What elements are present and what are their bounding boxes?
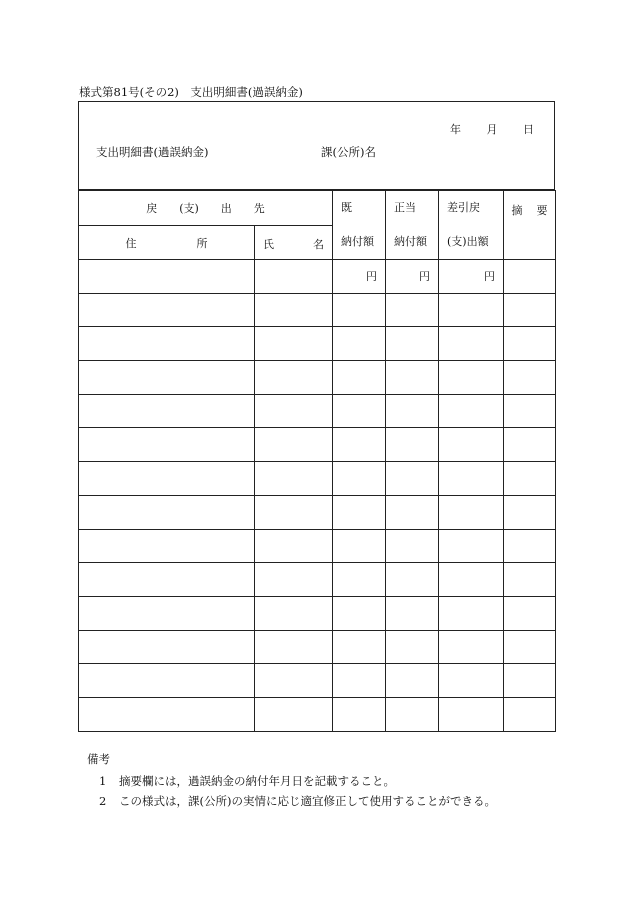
destination-header: 戻 (支) 出 先 (79, 191, 333, 226)
header-box (78, 101, 555, 190)
date-day: 日 (523, 123, 534, 136)
table-row (79, 697, 556, 731)
table-row (79, 361, 556, 395)
detail-table (78, 190, 556, 732)
table-row (79, 293, 556, 327)
col-refund-amount: 差引戻 (支)出額 (439, 191, 504, 260)
date-line (450, 121, 534, 137)
table-row (79, 596, 556, 630)
table-row (79, 394, 556, 428)
note-item: 1 摘要欄には，過誤納金の納付年月日を記載すること。 (99, 774, 395, 788)
yen-unit: 円 (386, 260, 439, 294)
document-name: 支出明細書(過誤納金) (96, 145, 209, 159)
table-row (79, 664, 556, 698)
table-row (79, 428, 556, 462)
table-row (79, 630, 556, 664)
table-row (79, 327, 556, 361)
table-row (79, 563, 556, 597)
notes-title: 備考 (87, 752, 110, 766)
table-row (79, 260, 556, 294)
table-row (79, 495, 556, 529)
table-row (79, 462, 556, 496)
date-year: 年 (450, 123, 461, 136)
yen-unit: 円 (439, 260, 504, 294)
notes-section (87, 751, 496, 811)
table-row (79, 529, 556, 563)
department-label: 課(公所)名 (321, 145, 376, 159)
form-title: 様式第81号(その2) 支出明細書(過誤納金) (79, 85, 303, 99)
col-already-paid: 既 納付額 (333, 191, 386, 260)
yen-unit: 円 (333, 260, 386, 294)
note-item: 2 この様式は，課(公所)の実情に応じ適宜修正して使用することができる。 (99, 794, 496, 808)
date-month: 月 (486, 123, 498, 136)
col-proper-amount: 正当 納付額 (386, 191, 439, 260)
address-header: 住 所 (79, 226, 255, 260)
col-summary: 摘 要 (504, 191, 556, 260)
name-header: 氏 名 (255, 226, 333, 260)
